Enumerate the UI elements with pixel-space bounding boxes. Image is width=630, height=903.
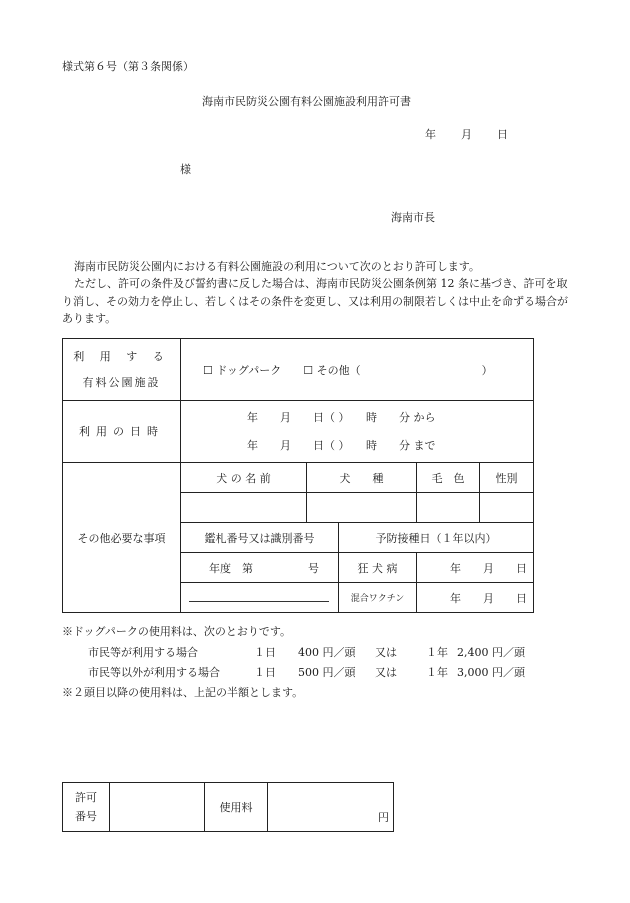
datetime-label: 利用の日時 <box>63 401 181 463</box>
issuer-name: 海南市長 <box>391 211 435 224</box>
datetime-row <box>63 401 534 463</box>
resident-label: 市民等が利用する場合 <box>88 646 198 659</box>
resident-day: １日 <box>254 646 276 659</box>
resident-year: １年 <box>426 646 448 659</box>
office-use-table <box>62 782 394 832</box>
permit-label-line2: 番号 <box>75 810 97 823</box>
nonresident-year-fee: 3,000 円／頭 <box>457 666 525 679</box>
vaccination-header: 予防接種日（１年以内） <box>339 523 534 553</box>
permission-statement: 海南市民防災公園内における有料公園施設の利用について次のとおり許可します。 <box>74 260 480 273</box>
addressee-suffix: 様 <box>180 163 191 176</box>
datetime-to: 年 月 日（ ） 時 分 まで <box>247 438 436 452</box>
fee-label: 使用料 <box>205 783 268 832</box>
facility-row <box>63 339 534 401</box>
combo-date-field[interactable]: 年 月 日 <box>417 583 534 613</box>
issue-date: 年 月 日 <box>425 128 509 141</box>
combo-vaccine-label: 混合ワクチン <box>339 583 417 613</box>
permit-label-line1: 許可 <box>75 791 97 804</box>
facility-options[interactable]: ☐ ドッグパーク ☐ その他（ ） <box>181 339 534 401</box>
yen-unit: 円 <box>378 811 389 824</box>
nonresident-or: 又は <box>375 666 397 679</box>
nonresident-year: １年 <box>426 666 448 679</box>
rabies-date-field[interactable]: 年 月 日 <box>417 553 534 583</box>
second-dog-note: ※２頭目以降の使用料は、上記の半額とします。 <box>62 686 304 699</box>
dog-breed-field[interactable] <box>307 493 417 523</box>
dog-name-header: 犬 の 名 前 <box>181 463 307 493</box>
facility-label <box>63 339 181 401</box>
other-requirements-label: その他必要な事項 <box>63 463 181 613</box>
document-title: 海南市民防災公園有料公園施設利用許可書 <box>202 95 411 108</box>
resident-day-fee: 400 円／頭 <box>298 646 356 659</box>
coat-color-field[interactable] <box>417 493 480 523</box>
rabies-label: 狂 犬 病 <box>339 553 417 583</box>
permit-details-table <box>62 338 534 613</box>
tag-id-field[interactable] <box>181 583 339 613</box>
nonresident-day-fee: 500 円／頭 <box>298 666 356 679</box>
datetime-value[interactable] <box>181 401 534 463</box>
tag-year-number-field[interactable]: 年度 第 号 <box>181 553 339 583</box>
resident-or: 又は <box>375 646 397 659</box>
dog-breed-header: 犬 種 <box>307 463 417 493</box>
dog-header-row <box>63 463 534 493</box>
resident-year-fee: 2,400 円／頭 <box>457 646 525 659</box>
permit-number-label <box>63 783 110 832</box>
nonresident-day: １日 <box>254 666 276 679</box>
facility-label-line2: 有料公園施設 <box>82 375 161 389</box>
facility-label-line1: 利 用 す る <box>73 349 170 363</box>
permit-number-field[interactable] <box>110 783 205 832</box>
dog-name-field[interactable] <box>181 493 307 523</box>
conditions-paragraph: ただし、許可の条件及び誓約書に反した場合は、海南市民防災公園条例第 12 条に基づき、許可を取り消し、その効力を停止し、若しくはその条件を変更し、又は利用の制限若しくは中止を命ずる場合があります。 <box>62 277 568 325</box>
form-number: 様式第６号（第３条関係） <box>62 60 194 73</box>
nonresident-label: 市民等以外が利用する場合 <box>88 666 220 679</box>
tag-id-underline <box>189 591 329 602</box>
coat-color-header: 毛 色 <box>417 463 480 493</box>
fee-intro: ※ドッグパークの使用料は、次のとおりです。 <box>62 625 292 638</box>
sex-header: 性別 <box>480 463 534 493</box>
fee-amount-field[interactable] <box>268 783 394 832</box>
datetime-from: 年 月 日（ ） 時 分 から <box>247 410 436 424</box>
tag-number-header: 鑑札番号又は識別番号 <box>181 523 339 553</box>
sex-field[interactable] <box>480 493 534 523</box>
